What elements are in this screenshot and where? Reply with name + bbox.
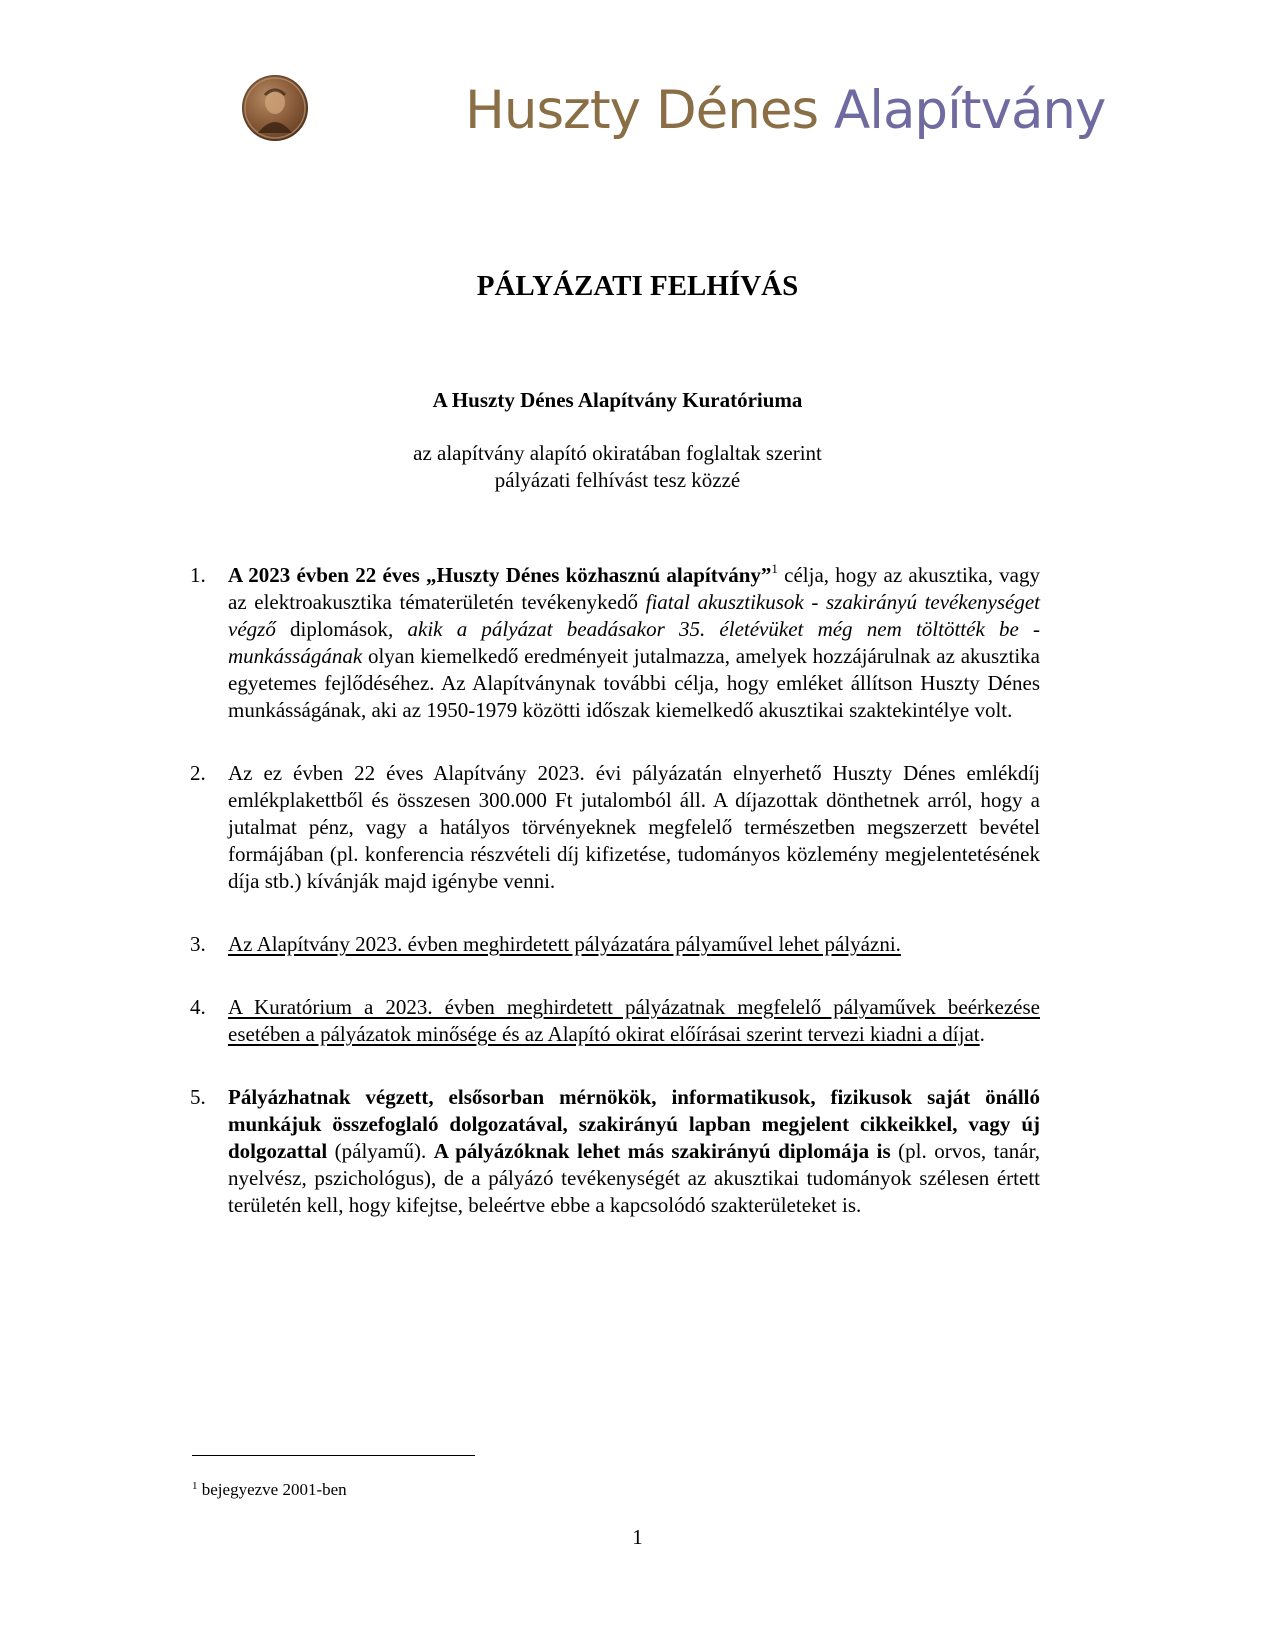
- portrait-medal-icon: [242, 75, 308, 141]
- list-number: 5.: [190, 1085, 206, 1109]
- item-bold-text: Pályázhatnak végzett, elsősorban mérnökök, informatikusok, fizikusok saját önálló munkájuk összefoglaló dolgozatával, szakirányú lapban megjelent cikkeikkel, vagy új dolgozattal: [228, 1085, 1040, 1163]
- item-italic-text: , akik a pályázat beadásakor 35. életévüket még nem töltötték be - munkásságának: [228, 617, 1041, 668]
- list-item: [190, 994, 1040, 1048]
- page-number: 1: [632, 1525, 643, 1549]
- intro-text: [0, 440, 1235, 494]
- item-text: diplomások: [275, 617, 389, 641]
- item-bold-text: A pályázóknak lehet más szakirányú diplomája is: [433, 1139, 891, 1163]
- item-text: olyan kiemelkedő eredményeit jutalmazza, amelyek hozzájárulnak az akusztika egyetemes fejlődéséhez. Az Alapítványnak további célja, hogy emléket állítson Huszty Dénes munkásságának, aki az 1950-1979 közötti időszak kiemelkedő akusztikai szaktekintélye volt.: [228, 644, 1040, 722]
- item-text: .: [979, 1022, 985, 1046]
- logo-medal: [242, 75, 308, 141]
- item-bold-text: A 2023 évben 22 éves „Huszty Dénes közhasznú alapítvány”: [228, 563, 772, 587]
- footnote-reference: 1: [771, 561, 778, 576]
- foundation-logo-text: [465, 80, 1106, 141]
- logo-word-name: Huszty Dénes: [465, 80, 819, 141]
- numbered-list: [190, 562, 1040, 1219]
- item-text: (pl. orvos, tanár, nyelvész, pszichológus), de a pályázó tevékenységét az akusztikai tudományok szélesen értett területén kell, hogy kifejtse, beleértve ebbe a kapcsolódó szakterületeket is.: [228, 1139, 1041, 1217]
- list-item: [190, 931, 1040, 958]
- item-text: célja, hogy az akusztika, vagy az elektroakusztika tématerületén tevékenykedő: [228, 563, 1040, 614]
- intro-line: pályázati felhívást tesz közzé: [494, 468, 741, 492]
- item-underlined-text: A Kuratórium a 2023. évben meghirdetett pályázatnak megfelelő pályaművek beérkezése esetében a pályázatok minősége és az Alapító okirat előírásai szerint tervezi kiadni a díjat: [228, 995, 1040, 1046]
- document-subtitle: A Huszty Dénes Alapítvány Kuratóriuma: [432, 388, 803, 412]
- footnote-text: bejegyezve 2001-ben: [197, 1480, 347, 1499]
- page-title: PÁLYÁZATI FELHÍVÁS: [476, 270, 799, 302]
- item-underlined-text: Az Alapítvány 2023. évben meghirdetett pályázatára pályaművel lehet pályázni.: [228, 932, 901, 956]
- item-text: (pályamű).: [327, 1139, 434, 1163]
- list-number: 4.: [190, 995, 206, 1019]
- list-number: 3.: [190, 932, 206, 956]
- item-italic-text: fiatal akusztikusok - szakirányú tevékenységet végző: [228, 590, 1040, 641]
- item-text: Az ez évben 22 éves Alapítvány 2023. évi pályázatán elnyerhető Huszty Dénes emlékdíj emlékplakettből és összesen 300.000 Ft jutalomból áll. A díjazottak dönthetnek arról, hogy a jutalmat pénz, vagy a hatályos törvényeknek megfelelő természetben megszerzett bevétel formájában (pl. konferencia részvételi díj kifizetése, tudományos közlemény megjelentetésének díja stb.) kívánják majd igénybe venni.: [228, 761, 1040, 893]
- footnote-separator: [192, 1455, 475, 1456]
- list-item: [190, 562, 1040, 724]
- list-item: [190, 1084, 1040, 1219]
- list-number: 1.: [190, 563, 206, 587]
- logo-word-foundation: Alapítvány: [833, 80, 1106, 141]
- list-item: [190, 760, 1040, 895]
- footnote-mark: 1: [192, 1480, 198, 1492]
- intro-line: az alapítvány alapító okiratában foglaltak szerint: [413, 441, 822, 465]
- list-number: 2.: [190, 761, 206, 785]
- footnote: [192, 1480, 347, 1500]
